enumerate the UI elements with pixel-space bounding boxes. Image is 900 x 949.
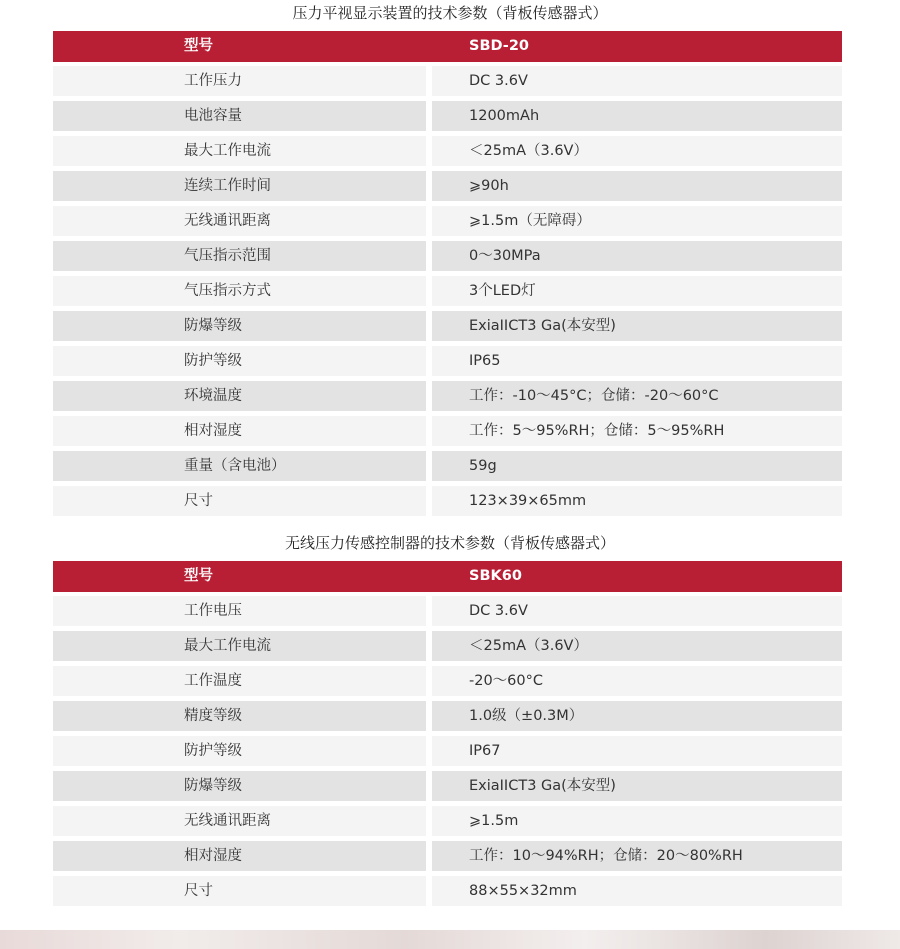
param-value: 工作：5～95%RH；仓储：5～95%RH <box>432 416 842 446</box>
param-name: 重量（含电池） <box>53 451 426 481</box>
param-name: 防爆等级 <box>53 771 426 801</box>
param-name: 最大工作电流 <box>53 136 426 166</box>
param-name: 工作压力 <box>53 66 426 96</box>
table-row <box>53 701 842 731</box>
table-row <box>53 596 842 626</box>
param-name: 防护等级 <box>53 346 426 376</box>
table-row <box>53 631 842 661</box>
table2-title: 无线压力传感控制器的技术参数（背板传感器式） <box>284 534 615 552</box>
table-header-row <box>53 31 842 62</box>
param-name: 尺寸 <box>53 486 426 516</box>
param-name: 防护等级 <box>53 736 426 766</box>
param-value: DC 3.6V <box>432 66 842 96</box>
table-row <box>53 346 842 376</box>
table-row <box>53 416 842 446</box>
table1-title: 压力平视显示装置的技术参数（背板传感器式） <box>292 4 608 22</box>
spec-table-sbk60 <box>53 561 842 911</box>
product-image-strip <box>0 930 900 949</box>
param-value: ＜25mA（3.6V） <box>432 136 842 166</box>
param-name: 气压指示方式 <box>53 276 426 306</box>
param-name: 连续工作时间 <box>53 171 426 201</box>
param-value: 123×39×65mm <box>432 486 842 516</box>
param-name: 尺寸 <box>53 876 426 906</box>
table-row <box>53 736 842 766</box>
table-row <box>53 66 842 96</box>
param-value: IP67 <box>432 736 842 766</box>
table-row <box>53 171 842 201</box>
table-row <box>53 206 842 236</box>
table-row <box>53 311 842 341</box>
param-value: 1200mAh <box>432 101 842 131</box>
param-value: 88×55×32mm <box>432 876 842 906</box>
param-value: 59g <box>432 451 842 481</box>
header-param-label: 型号 <box>184 568 213 585</box>
param-value: 1.0级（±0.3M） <box>432 701 842 731</box>
param-name: 工作温度 <box>53 666 426 696</box>
table-row <box>53 771 842 801</box>
table-row <box>53 101 842 131</box>
header-model-value: SBD-20 <box>469 38 529 55</box>
param-name: 电池容量 <box>53 101 426 131</box>
param-name: 最大工作电流 <box>53 631 426 661</box>
param-value: IP65 <box>432 346 842 376</box>
header-model-value: SBK60 <box>469 568 522 585</box>
param-name: 精度等级 <box>53 701 426 731</box>
param-value: ⩾1.5m <box>432 806 842 836</box>
table-row <box>53 876 842 906</box>
table-row <box>53 806 842 836</box>
param-name: 无线通讯距离 <box>53 806 426 836</box>
param-name: 防爆等级 <box>53 311 426 341</box>
param-value: -20～60°C <box>432 666 842 696</box>
param-value: ⩾90h <box>432 171 842 201</box>
param-value: ExiaIICT3 Ga(本安型) <box>432 771 842 801</box>
table-row <box>53 381 842 411</box>
table-row <box>53 486 842 516</box>
param-name: 环境温度 <box>53 381 426 411</box>
param-value: 工作：10～94%RH；仓储：20～80%RH <box>432 841 842 871</box>
table-row <box>53 451 842 481</box>
param-value: DC 3.6V <box>432 596 842 626</box>
param-value: ExiaIICT3 Ga(本安型) <box>432 311 842 341</box>
table-header-row <box>53 561 842 592</box>
param-name: 相对湿度 <box>53 416 426 446</box>
param-value: ⩾1.5m（无障碍） <box>432 206 842 236</box>
param-value: 工作：-10～45°C；仓储：-20～60°C <box>432 381 842 411</box>
param-value: ＜25mA（3.6V） <box>432 631 842 661</box>
table-row <box>53 841 842 871</box>
param-name: 相对湿度 <box>53 841 426 871</box>
table-row <box>53 241 842 271</box>
param-name: 工作电压 <box>53 596 426 626</box>
header-param-label: 型号 <box>184 38 213 55</box>
param-value: 0～30MPa <box>432 241 842 271</box>
param-name: 无线通讯距离 <box>53 206 426 236</box>
spec-table-sbd20 <box>53 31 842 521</box>
param-value: 3个LED灯 <box>432 276 842 306</box>
table-row <box>53 276 842 306</box>
table-row <box>53 136 842 166</box>
param-name: 气压指示范围 <box>53 241 426 271</box>
table-row <box>53 666 842 696</box>
